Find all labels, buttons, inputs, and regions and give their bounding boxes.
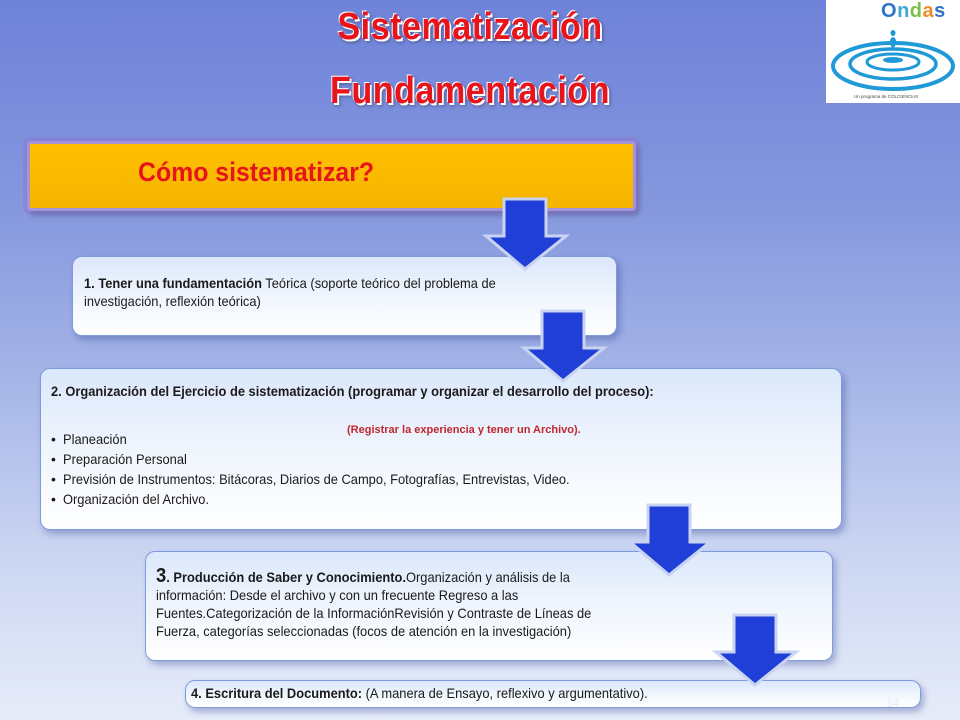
- step-4-text: [191, 685, 648, 701]
- step-1-body: Teórica (soporte teórico del problema de investigación, reflexión teórica): [84, 275, 496, 309]
- step-3-number: 3: [156, 565, 167, 587]
- ondas-logo: [826, 0, 960, 103]
- slide-title-line1: Sistematización: [337, 6, 603, 48]
- logo-letter: a: [922, 0, 935, 22]
- step-4-box: [185, 680, 921, 708]
- water-ripple-icon: [826, 0, 960, 103]
- list-item: • Previsión de Instrumentos: Bitácoras, Diarios de Campo, Fotografías, Entrevistas, Video.: [51, 471, 570, 487]
- step-3-body: Organización y análisis de la información: Desde el archivo y con un frecuente Regreso a las Fuentes.Categorización de la InformaciónRevisión y Contraste de Líneas de Fuerza, categorías seleccionadas (focos de atención en la investigación): [156, 569, 592, 639]
- list-item: • Planeación: [51, 431, 127, 447]
- step-3-text: [156, 567, 625, 640]
- down-arrow-icon: [712, 612, 800, 688]
- down-arrow-icon: [520, 308, 608, 384]
- logo-caption: Un programa de COLCIENCIAS: [854, 94, 919, 99]
- step-3-heading: . Producción de Saber y Conocimiento.: [166, 569, 406, 585]
- logo-letter: s: [934, 0, 946, 22]
- step-2-bullet-list: [51, 429, 614, 509]
- step-2-box: [40, 368, 842, 530]
- list-item: • Organización del Archivo.: [51, 491, 210, 507]
- step-1-heading: 1. Tener una fundamentación: [84, 275, 262, 291]
- banner-text: Cómo sistematizar?: [138, 157, 375, 187]
- step-1-text: [84, 274, 498, 310]
- list-item: • Preparación Personal: [51, 451, 187, 467]
- logo-letter: O: [881, 0, 898, 22]
- step-2-note: (Registrar la experiencia y tener un Archivo).: [347, 424, 581, 436]
- step-4-body: (A manera de Ensayo, reflexivo y argumentativo).: [362, 685, 648, 701]
- step-2-heading: 2. Organización del Ejercicio de sistematización (programar y organizar el desarrollo del proceso):: [51, 383, 654, 399]
- step-4-heading: 4. Escritura del Documento:: [191, 685, 363, 701]
- down-arrow-icon: [626, 502, 714, 578]
- down-arrow-icon: [482, 196, 570, 272]
- slide-title-line2: Fundamentación: [330, 70, 610, 112]
- logo-letter: d: [909, 0, 923, 22]
- logo-letter: n: [897, 0, 910, 22]
- page-number: 14: [886, 696, 900, 710]
